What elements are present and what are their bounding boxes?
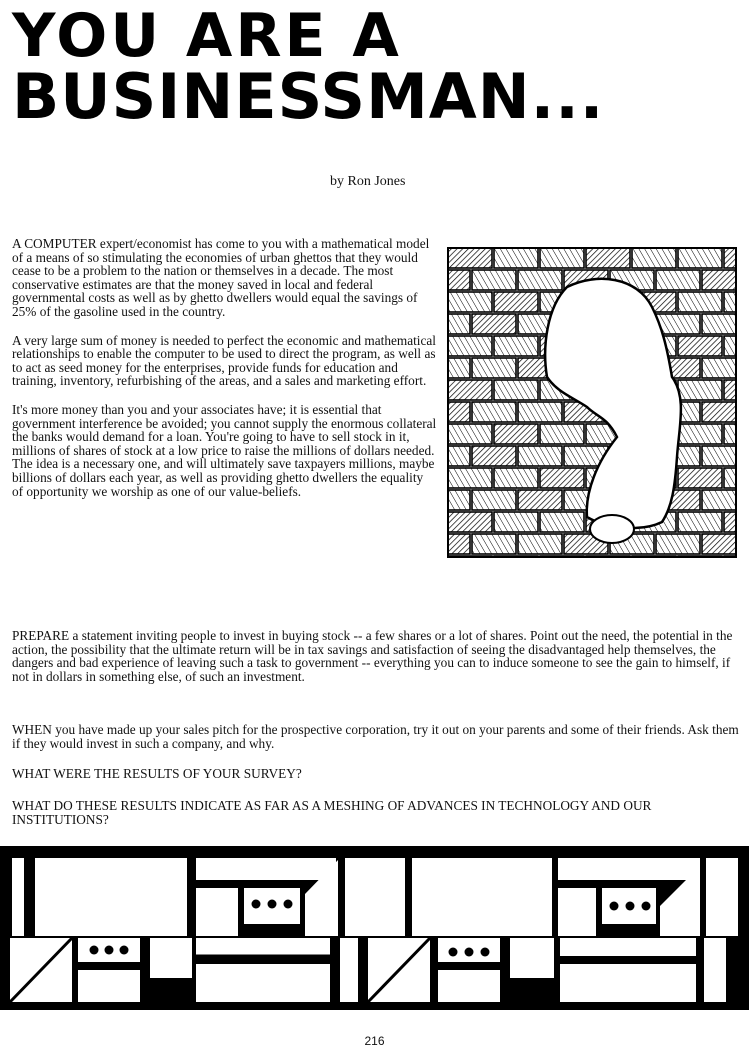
decorative-panel-band [0, 846, 749, 1010]
headline-line-2: BUSINESSMAN... [12, 60, 605, 133]
intro-column [12, 237, 437, 513]
paragraph-1: A COMPUTER expert/economist has come to you with a mathematical model of a means of so stimulating the economies of urban ghettos that they would cease to be a problem to the nation or themselves in a decade. The most conservative estimates are that the money saved in local and federal governmental costs as well as by ghetto dwellers would equal the savings of 25% of the gasoline used in the country. [12, 236, 430, 319]
paragraph-5: WHEN you have made up your sales pitch for the prospective corporation, try it out on your parents and some of their friends. Ask them if they would invest in such a company, and why. [12, 722, 739, 751]
paragraph-2: A very large sum of money is needed to perfect the economic and mathematical relationships to enable the computer to be used to direct the program, as well as to act as seed money for the enterprises, provide funds for education and training, inventory, refurbishing of the areas, and a sales and marketing effort. [12, 332, 436, 389]
headline-line-1: YOU ARE A [12, 1, 402, 71]
byline: by Ron Jones [330, 174, 406, 189]
paragraph-4: PREPARE a statement inviting people to invest in buying stock -- a few shares or a lot of shares. Point out the need, the potential in the action, the possibility that the ultimate return will be in tax savings and satisfaction of seeing the disadvantaged help themselves, the dangers and bad experience of leaving such a task to government -- everything you can to induce someone to see the gain to himself, if not in dollars in something else, of such an investment. [12, 628, 733, 684]
question-1: WHAT WERE THE RESULTS OF YOUR SURVEY? [12, 766, 302, 781]
page-number: 216 [364, 1034, 385, 1048]
paragraph-3: It's more money than you and your associates have; it is essential that government interference be avoided; you cannot supply the enormous collateral the banks would demand for a loan. You're going to have to sell stock in it, millions of shares of stock at a low price to raise the millions of dollars needed. The idea is a necessary one, and will ultimately save taxpayers millions, maybe billions of dollars each year, as well as providing ghetto dwellers the equality of opportunity we worship as one of our value-beliefs. [12, 401, 437, 499]
question-2: WHAT DO THESE RESULTS INDICATE AS FAR AS A MESHING OF ADVANCES IN TECHNOLOGY AND OUR INSTITUTIONS? [12, 798, 652, 827]
brick-wall-illustration [447, 247, 737, 558]
